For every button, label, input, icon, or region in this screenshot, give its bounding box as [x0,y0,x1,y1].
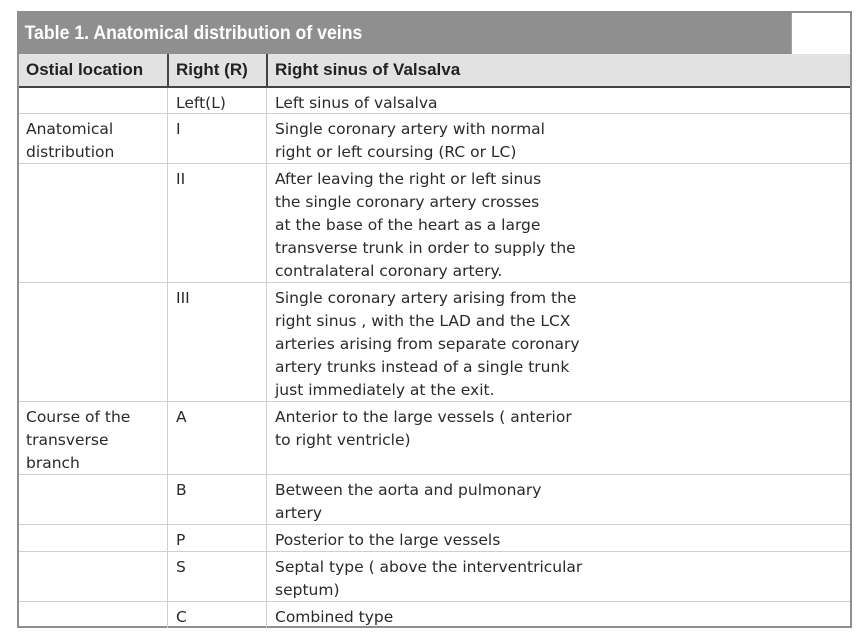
cell-ostial-location: Anatomical distribution [26,120,115,161]
cell-description: After leaving the right or left sinus the single coronary artery crosses at the base of the heart as a large transverse trunk in order to supply the contralateral coronary artery. [275,170,576,280]
header-separator [167,54,169,86]
table-row [19,114,850,164]
header-right-sinus: Right sinus of Valsalva [275,60,461,79]
cell-description: Left sinus of valsalva [275,94,438,112]
table-row [19,602,850,628]
table-caption: Table 1. Anatomical distribution of veins [19,13,792,54]
cell-type: S [176,558,186,576]
table-row [19,525,850,552]
table-header-row [19,54,850,88]
table-row [19,402,850,475]
cell-type: II [176,170,186,188]
table-row [19,475,850,525]
cell-type: III [176,289,190,307]
anatomical-distribution-table [17,11,852,628]
cell-description: Single coronary artery arising from the right sinus , with the LAD and the LCX arteries arising from separate coronary artery trunks instead of a single trunk just immediately at the exit. [275,289,580,399]
cell-type: B [176,481,187,499]
column-divider [167,88,168,628]
cell-description: Single coronary artery with normal right or left coursing (RC or LC) [275,120,545,161]
cell-description: Septal type ( above the interventricular septum) [275,558,583,599]
table-row [19,552,850,602]
header-ostial-location: Ostial location [26,60,144,79]
cell-type: C [176,608,187,626]
cell-description: Anterior to the large vessels ( anterior to right ventricle) [275,408,572,449]
header-right: Right (R) [176,60,248,79]
column-divider [266,88,267,628]
cell-type: Left(L) [176,94,226,112]
cell-type: I [176,120,181,138]
cell-type: A [176,408,187,426]
cell-description: Between the aorta and pulmonary artery [275,481,542,522]
cell-type: P [176,531,186,549]
table-row [19,283,850,402]
cell-description: Combined type [275,608,394,626]
header-separator [266,54,268,86]
table-row [19,88,850,114]
table-row [19,164,850,283]
cell-description: Posterior to the large vessels [275,531,501,549]
cell-ostial-location: Course of the transverse branch [26,408,131,472]
